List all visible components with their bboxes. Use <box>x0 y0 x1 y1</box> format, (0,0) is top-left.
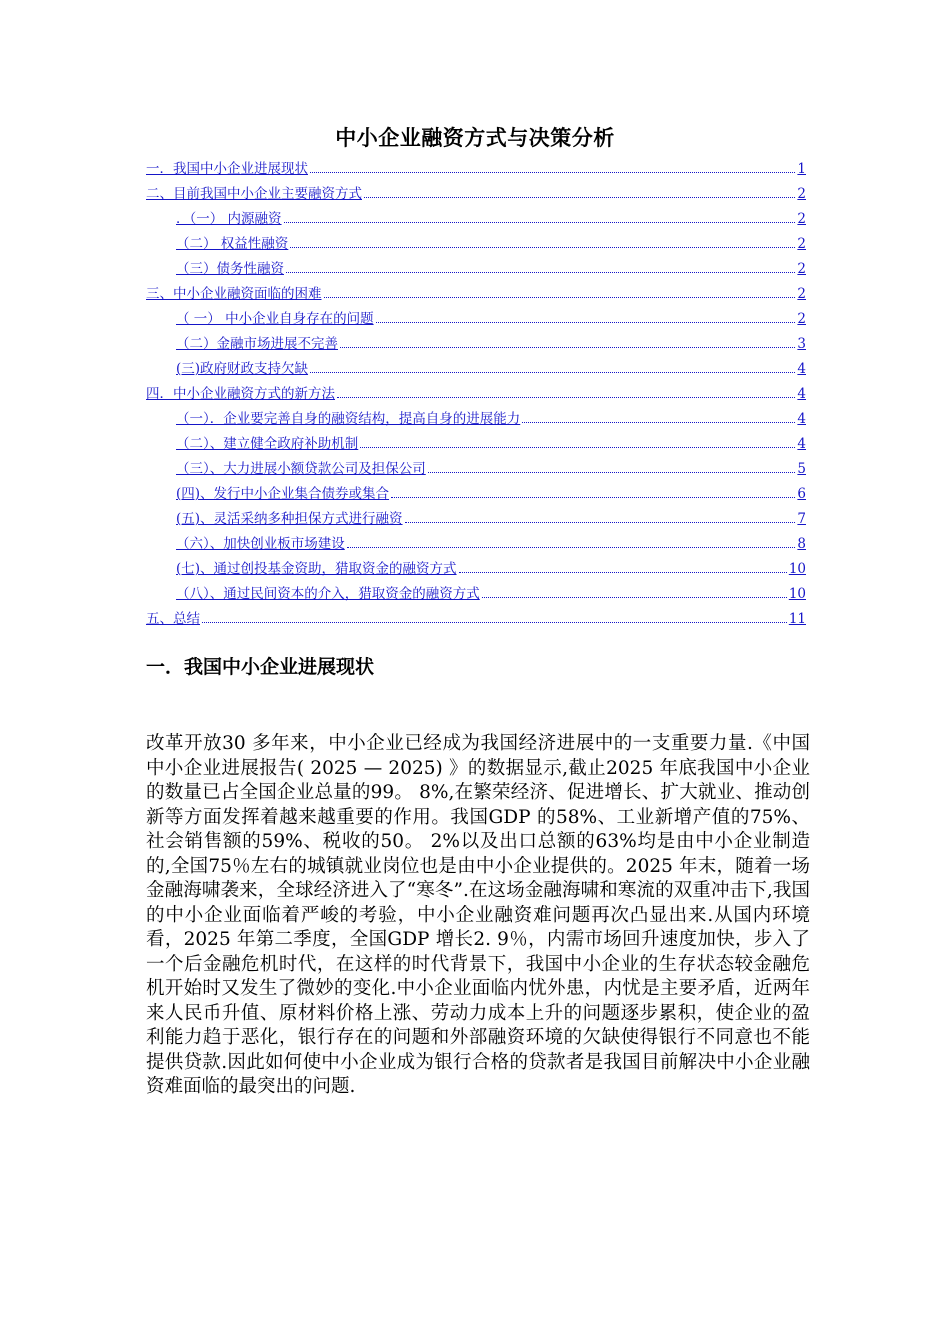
toc-entry-label: （二）金融市场进展不完善 <box>176 336 338 352</box>
toc-entry-label: （八）、通过民间资本的介入，猎取资金的融资方式 <box>176 586 480 602</box>
toc-dot-leader <box>340 347 795 348</box>
toc-page-number: 4 <box>797 386 806 402</box>
toc-entry-label: 三、中小企业融资面临的困难 <box>146 286 322 302</box>
toc-dot-leader <box>360 447 795 448</box>
toc-entry-label: 四．中小企业融资方式的新方法 <box>146 386 335 402</box>
toc-entry-label: ．（一） 内源融资 <box>176 211 282 227</box>
toc-dot-leader <box>482 597 787 598</box>
toc-entry-label: （一）．企业要完善自身的融资结构，提高自身的进展能力 <box>176 411 521 427</box>
toc-dot-leader <box>324 297 796 298</box>
toc-dot-leader <box>364 197 795 198</box>
toc-dot-leader <box>522 422 795 423</box>
toc-page-number: 2 <box>797 186 806 202</box>
body-paragraph: 改革开放30 多年来，中小企业已经成为我国经济进展中的一支重要力量.《中国中小企业进展报告( 2025 — 2025) 》的数据显示,截止2025 年底我国中小企业的数量已占全国企业总量的99。 8%,在繁荣经济、促进增长、扩大就业、推动创新等方面发挥着越来越重要的作用。我国GDP 的58%、工业新增产值的75%、社会销售额的59%、税收的50。 2%以及出口总额的63%均是由中小企业制造的,全国75％左右的城镇就业岗位也是由中小企业提供的。2025 年末，随着一场金融海啸袭来，全球经济进入了“寒冬”.在这场金融海啸和寒流的双重冲击下,我国的中小企业面临着严峻的考验，中小企业融资难问题再次凸显出来.从国内环境看，2025 年第二季度，全国GDP 增长2. 9％，内需市场回升速度加快，步入了一个后金融危机时代，在这样的时代背景下，我国中小企业的生存状态较金融危机开始时又发生了微妙的变化.中小企业面临内忧外患，内忧是主要矛盾，近两年来人民币升值、原材料价格上涨、劳动力成本上升的问题逐步累积，使企业的盈利能力趋于恶化，银行存在的问题和外部融资环境的欠缺使得银行不同意也不能提供贷款.因此如何使中小企业成为银行合格的贷款者是我国目前解决中小企业融资难面临的最突出的问题. <box>146 733 810 1097</box>
toc-entry[interactable] <box>146 352 806 377</box>
toc-dot-leader <box>290 247 795 248</box>
toc-entry-label: (七)、通过创投基金资助，猎取资金的融资方式 <box>176 561 457 577</box>
toc-entry[interactable] <box>146 227 806 252</box>
toc-entry[interactable] <box>146 477 806 502</box>
toc-dot-leader <box>459 572 787 573</box>
toc-entry[interactable] <box>146 502 806 527</box>
toc-entry[interactable] <box>146 177 806 202</box>
toc-entry[interactable] <box>146 277 806 302</box>
toc-page-number: 1 <box>797 161 806 177</box>
toc-dot-leader <box>202 622 787 623</box>
toc-dot-leader <box>286 272 795 273</box>
toc-page-number: 3 <box>797 336 806 352</box>
toc-entry[interactable] <box>146 452 806 477</box>
document-title: 中小企业融资方式与决策分析 <box>335 125 615 150</box>
toc-page-number: 10 <box>788 586 806 602</box>
table-of-contents <box>146 152 806 627</box>
toc-entry-label: (四)、发行中小企业集合债券或集合 <box>176 486 390 502</box>
toc-page-number: 8 <box>797 536 806 552</box>
toc-entry-label: （二） 权益性融资 <box>176 236 289 252</box>
toc-dot-leader <box>428 472 796 473</box>
toc-entry[interactable] <box>146 427 806 452</box>
toc-entry-label: (五)、灵活采纳多种担保方式进行融资 <box>176 511 403 527</box>
toc-entry[interactable] <box>146 377 806 402</box>
toc-page-number: 2 <box>797 236 806 252</box>
toc-entry[interactable] <box>146 152 806 177</box>
toc-page-number: 11 <box>788 611 806 627</box>
toc-dot-leader <box>310 372 795 373</box>
toc-entry-label: 五、总结 <box>146 611 200 627</box>
toc-dot-leader <box>391 497 795 498</box>
toc-entry[interactable] <box>146 527 806 552</box>
toc-page-number: 5 <box>797 461 806 477</box>
toc-entry[interactable] <box>146 402 806 427</box>
toc-dot-leader <box>405 522 796 523</box>
toc-page-number: 2 <box>797 211 806 227</box>
toc-dot-leader <box>347 547 796 548</box>
toc-entry-label: （ 一） 中小企业自身存在的问题 <box>176 311 374 327</box>
toc-entry[interactable] <box>146 252 806 277</box>
toc-entry[interactable] <box>146 327 806 352</box>
toc-page-number: 10 <box>788 561 806 577</box>
section-heading: 一．我国中小企业进展现状 <box>146 656 375 678</box>
toc-entry[interactable] <box>146 602 806 627</box>
toc-page-number: 6 <box>797 486 806 502</box>
toc-page-number: 2 <box>797 286 806 302</box>
toc-page-number: 4 <box>797 411 806 427</box>
toc-entry-label: (三)政府财政支持欠缺 <box>176 361 309 377</box>
toc-dot-leader <box>376 322 796 323</box>
toc-dot-leader <box>310 172 795 173</box>
toc-entry[interactable] <box>146 302 806 327</box>
toc-entry-label: （三）债务性融资 <box>176 261 284 277</box>
toc-page-number: 7 <box>797 511 806 527</box>
toc-entry-label: （三）、大力进展小额贷款公司及担保公司 <box>176 461 426 477</box>
toc-entry[interactable] <box>146 202 806 227</box>
toc-dot-leader <box>337 397 795 398</box>
toc-entry-label: 二、目前我国中小企业主要融资方式 <box>146 186 362 202</box>
toc-page-number: 2 <box>797 261 806 277</box>
toc-page-number: 4 <box>797 436 806 452</box>
toc-entry-label: 一．我国中小企业进展现状 <box>146 161 308 177</box>
toc-dot-leader <box>284 222 796 223</box>
toc-entry[interactable] <box>146 577 806 602</box>
toc-page-number: 2 <box>797 311 806 327</box>
toc-entry-label: （二）、建立健全政府补助机制 <box>176 436 359 452</box>
toc-entry-label: （六）、加快创业板市场建设 <box>176 536 345 552</box>
toc-entry[interactable] <box>146 552 806 577</box>
toc-page-number: 4 <box>797 361 806 377</box>
